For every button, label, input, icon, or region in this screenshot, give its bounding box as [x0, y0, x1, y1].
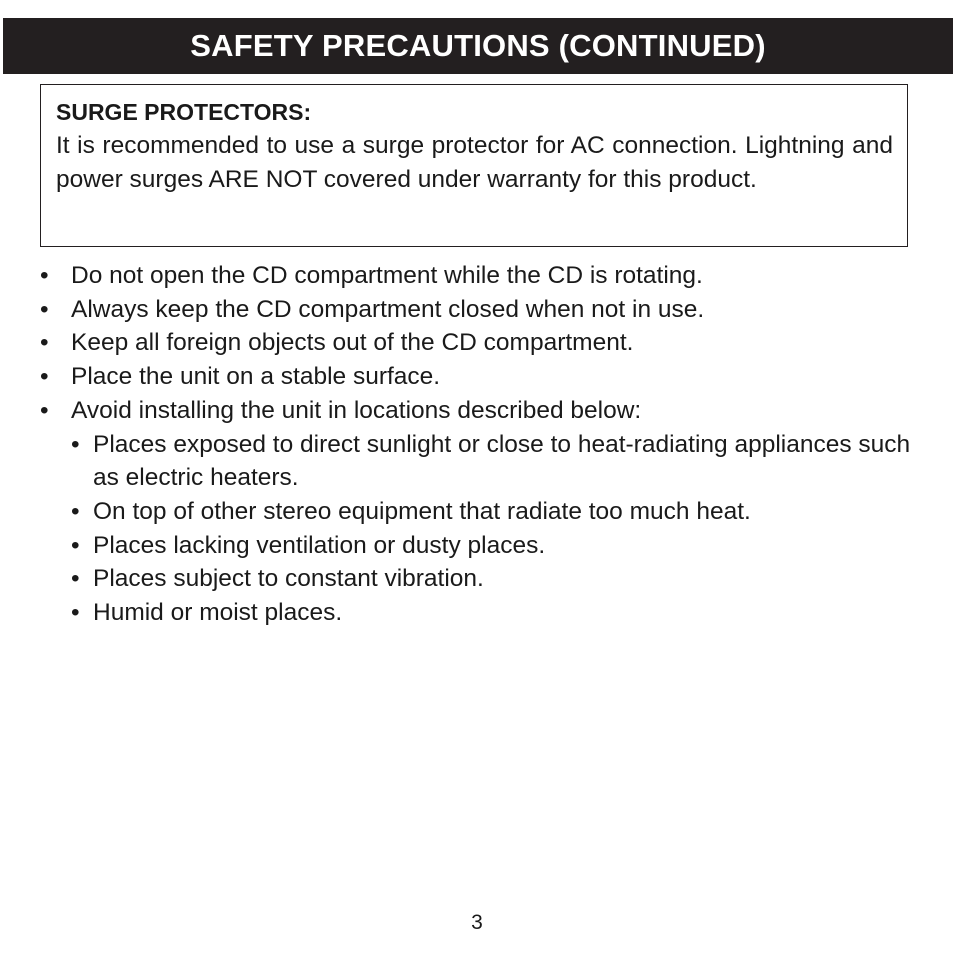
- location-sub-bullet-list: [40, 428, 920, 630]
- sub-bullet-marker: •: [71, 497, 80, 525]
- page-number: 3: [471, 911, 483, 934]
- sub-bullet-text: Places exposed to direct sunlight or close to heat-radiating appliances such as electric heaters.: [93, 430, 911, 492]
- bullet-marker: •: [40, 329, 49, 357]
- safety-bullet-list: [40, 259, 920, 630]
- bullet-item: [40, 259, 920, 293]
- sub-bullet-marker: •: [71, 599, 80, 627]
- sub-bullet-text: Places subject to constant vibration.: [93, 565, 484, 593]
- sub-bullet-item: [40, 596, 920, 630]
- bullet-marker: •: [40, 396, 49, 424]
- sub-bullet-text: Places lacking ventilation or dusty places.: [93, 531, 546, 559]
- sub-bullet-marker: •: [71, 430, 80, 458]
- surge-protector-notice-box: [40, 84, 908, 247]
- bullet-item: [40, 394, 920, 428]
- bullet-item: [40, 360, 920, 394]
- section-header-bar: [3, 18, 953, 74]
- bullet-marker: •: [40, 363, 49, 391]
- bullet-text: Always keep the CD compartment closed when not in use.: [71, 295, 705, 323]
- bullet-marker: •: [40, 262, 49, 289]
- sub-bullet-marker: •: [71, 531, 80, 559]
- sub-bullet-marker: •: [71, 565, 80, 593]
- sub-bullet-text: Humid or moist places.: [93, 599, 343, 627]
- bullet-marker: •: [40, 295, 49, 323]
- bullet-text: Avoid installing the unit in locations described below:: [71, 396, 642, 424]
- sub-bullet-item: [40, 428, 920, 495]
- sub-bullet-text: On top of other stereo equipment that radiate too much heat.: [93, 497, 751, 525]
- sub-bullet-group: [40, 428, 920, 630]
- page-title: SAFETY PRECAUTIONS (CONTINUED): [190, 28, 766, 63]
- sub-bullet-item: [40, 495, 920, 529]
- bullet-text: Place the unit on a stable surface.: [71, 363, 441, 391]
- surge-protector-text: It is recommended to use a surge protector for AC connection. Lightning and power surges ARE NOT covered under warranty for this product.: [56, 132, 893, 193]
- bullet-item: [40, 326, 920, 360]
- bullet-item: [40, 293, 920, 327]
- surge-protector-heading: SURGE PROTECTORS:: [56, 99, 312, 125]
- sub-bullet-item: [40, 562, 920, 596]
- bullet-text: Keep all foreign objects out of the CD compartment.: [71, 329, 634, 357]
- bullet-text: Do not open the CD compartment while the CD is rotating.: [71, 262, 703, 289]
- sub-bullet-item: [40, 529, 920, 563]
